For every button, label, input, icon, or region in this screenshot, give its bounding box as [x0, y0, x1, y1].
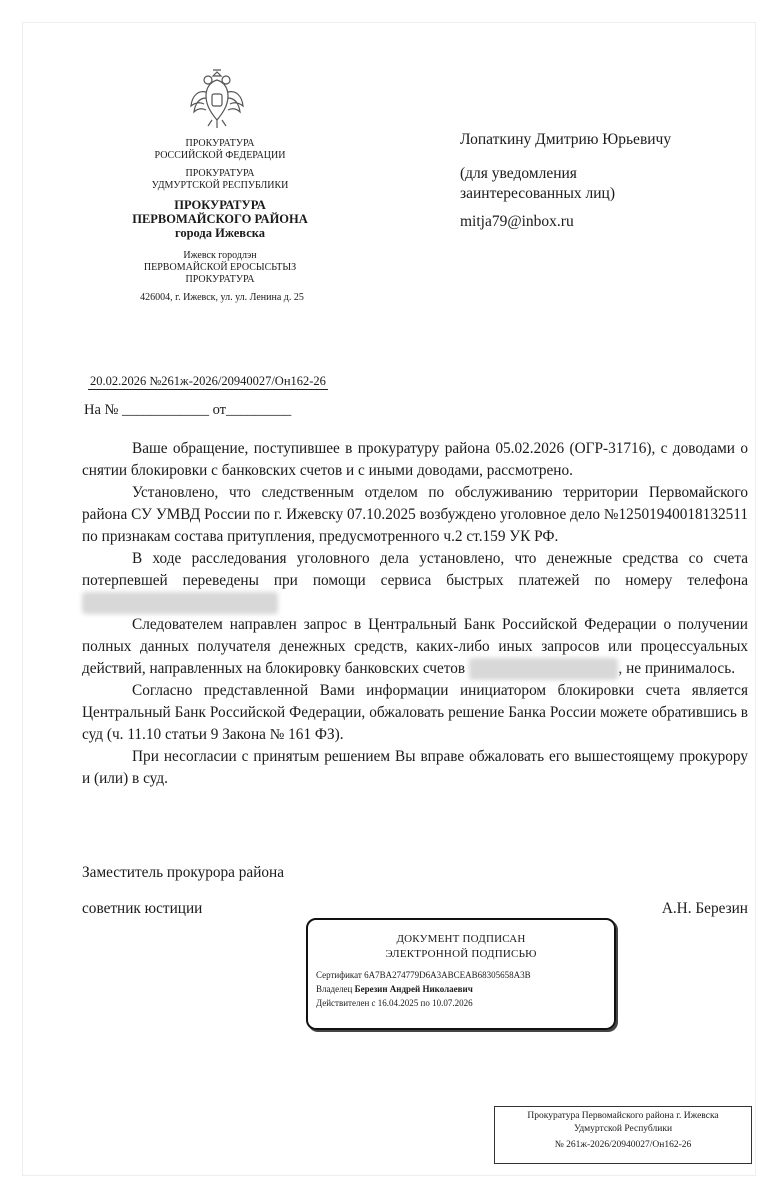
e-signature-stamp — [306, 918, 616, 1030]
stamp-validity — [316, 996, 614, 1010]
header-main — [100, 198, 340, 240]
stamp-value: с 16.04.2025 по 10.07.2026 — [371, 998, 473, 1008]
stamp-value: Березин Андрей Николаевич — [354, 984, 473, 994]
registration-stamp-line: № 261ж-2026/20940027/Он162-26 — [554, 1140, 692, 1150]
registration-number: 20.02.2026 №261ж-2026/20940027/Он162-26 — [90, 374, 326, 388]
stamp-title — [308, 932, 614, 962]
header-ur — [100, 168, 340, 192]
signer-rank: советник юстиции — [82, 900, 203, 917]
addressee-email: mitja79@inbox.ru — [460, 213, 574, 230]
header-line: ПРОКУРАТУРА — [185, 168, 255, 179]
registration-stamp — [494, 1106, 752, 1164]
paragraph: При несогласии с принятым решением Вы вправе обжаловать его вышестоящему прокурору и (или) в суд. — [82, 748, 748, 787]
stamp-label: Действителен — [316, 998, 370, 1008]
paragraph — [82, 614, 748, 680]
stamp-certificate — [316, 968, 614, 982]
header-bold: ПРОКУРАТУРА — [174, 198, 266, 212]
stamp-value: 6A7BA274779D6A3ABCEAB68305658A3B — [364, 970, 531, 980]
addressee-name: Лопаткину Дмитрию Юрьевичу — [460, 131, 672, 148]
letter-body — [82, 438, 748, 790]
signer-position: Заместитель прокурора района — [82, 864, 285, 881]
header-line: Ижевск городлэн — [183, 250, 257, 261]
paragraph: Установлено, что следственным отделом по обслуживанию территории Первомайского района СУ УМВД России по г. Ижевску 07.10.2025 возбуждено уголовное дело №12501940018132511 по признакам состава притупления, предусмотренного ч.2 ст.159 УК РФ. — [82, 484, 748, 545]
header-udm — [100, 250, 340, 286]
addressee-note-line: заинтересованных лиц) — [460, 185, 615, 202]
paragraph-text: , не принималось. — [618, 660, 736, 677]
stamp-title-line: ЭЛЕКТРОННОЙ ПОДПИСЬЮ — [385, 948, 537, 960]
stamp-owner — [316, 982, 614, 996]
header-line: ПЕРВОМАЙСКОЙ ЕРОСЫСЬТЫЗ — [143, 262, 297, 273]
stamp-label: Владелец — [316, 984, 353, 994]
header-bold: ПЕРВОМАЙСКОГО РАЙОНА — [132, 212, 308, 226]
coat-of-arms-icon — [188, 66, 246, 130]
paragraph: Ваше обращение, поступившее в прокуратуру района 05.02.2026 (ОГР-31716), с доводами о снятии блокировки с банковских счетов и с иными доводами, рассмотрено. — [82, 440, 748, 479]
paragraph-text: Следователем направлен запрос в Центральный Банк Российской Федерации о получении полных данных получателя денежных средств, каких-либо иных запросов или процессуальных действий, направленных на блокировку банковских счетов — [82, 616, 748, 677]
paragraph — [82, 548, 748, 614]
redacted-account — [469, 658, 618, 680]
reply-reference: На № ____________ от_________ — [84, 402, 292, 418]
header-line: ПРОКУРАТУРА — [185, 274, 255, 285]
registration-stamp-line: Прокуратура Первомайского района г. Ижевска — [527, 1111, 719, 1121]
stamp-label: Сертификат — [316, 970, 362, 980]
registration-stamp-line: Удмуртской Республики — [573, 1124, 673, 1134]
header-line: ПРОКУРАТУРА — [185, 138, 255, 149]
redacted-phone — [82, 592, 278, 614]
signer-name: А.Н. Березин — [661, 900, 748, 917]
header-address: 426004, г. Ижевск, ул. ул. Ленина д. 25 — [140, 292, 304, 303]
addressee-note — [460, 164, 615, 204]
paragraph: Согласно представленной Вами информации инициатором блокировки счета является Центральный Банк Российской Федерации, обжаловать решение Банка России можете обратившись в суд (ч. 11.10 статьи 9 Закона № 161 ФЗ). — [82, 682, 748, 743]
paragraph-text: В ходе расследования уголовного дела установлено, что денежные средства со счета потерпевшей переведены при помощи сервиса быстрых платежей по номеру телефона — [82, 550, 748, 589]
addressee-note-line: (для уведомления — [460, 165, 577, 182]
header-line: РОССИЙСКОЙ ФЕДЕРАЦИИ — [154, 150, 286, 161]
header-bold: города Ижевска — [174, 226, 266, 240]
stamp-title-line: ДОКУМЕНТ ПОДПИСАН — [396, 933, 526, 945]
header-line: УДМУРТСКОЙ РЕСПУБЛИКИ — [151, 180, 289, 191]
header-rf — [100, 138, 340, 162]
